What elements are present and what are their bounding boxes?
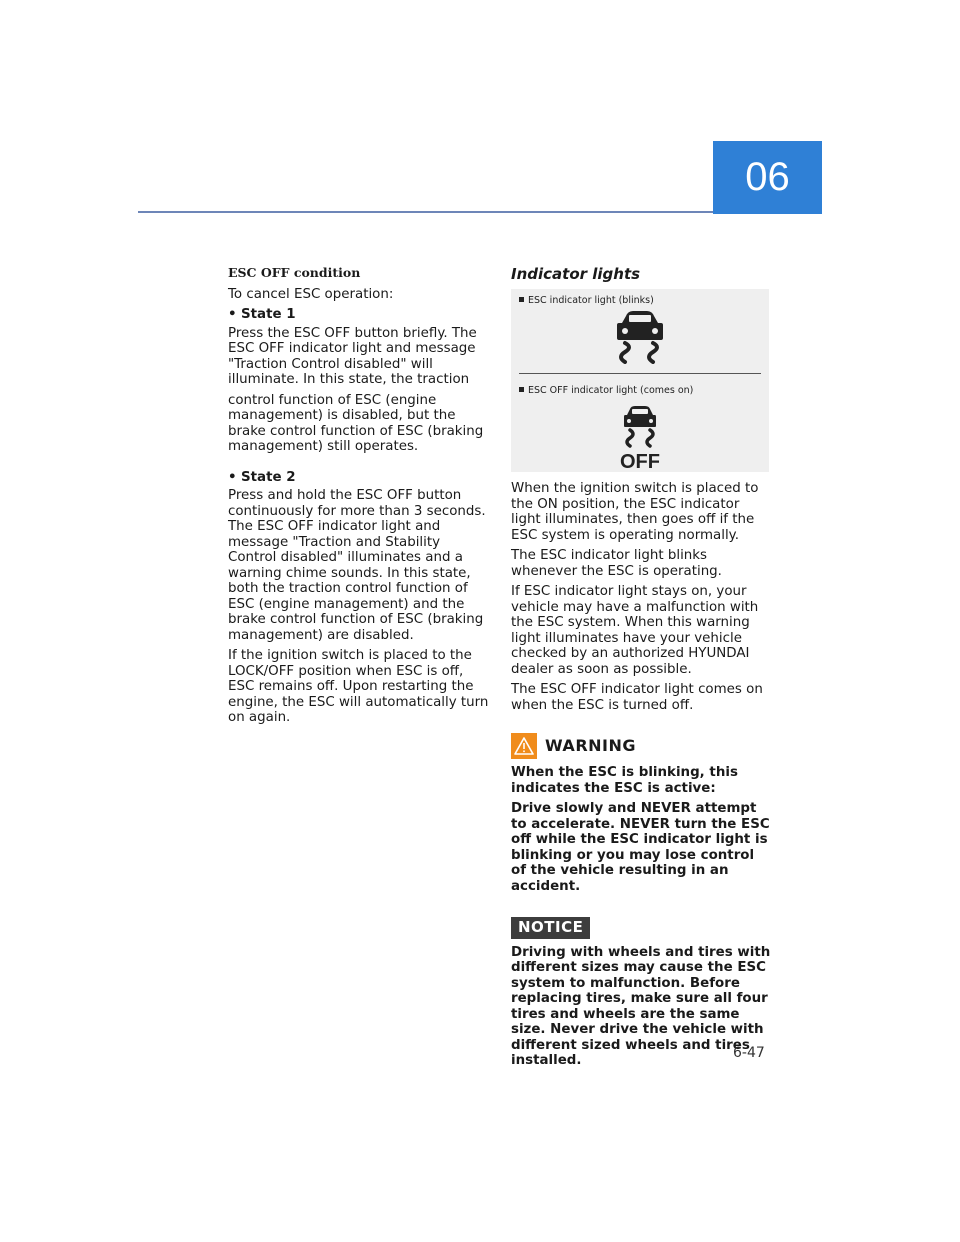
header-rule — [138, 211, 713, 213]
left-column — [228, 265, 490, 731]
indicator-paragraph-3: If ESC indicator light stays on, your vehicle may have a malfunction with the ESC system. When this warning light illuminates have your vehicle checked by an authorized HYUNDAI dealer as soon as possible. — [511, 584, 759, 677]
indicator-paragraph-4: The ESC OFF indicator light comes on when the ESC is turned off. — [511, 682, 763, 713]
notice-body — [511, 945, 771, 1069]
state1-paragraph-2: control function of ESC (engine management) is disabled, but the brake control function of ESC (braking management) still operates. — [228, 392, 484, 454]
warning-paragraph-2: Drive slowly and NEVER attempt to accelerate. NEVER turn the ESC off while the ESC indicator light is blinking or you may lose control of the vehicle resulting in an accident. — [511, 801, 770, 894]
warning-body — [511, 765, 771, 894]
esc-indicator-icon — [615, 310, 665, 364]
state2-paragraph-1: Press and hold the ESC OFF button continuously for more than 3 seconds. The ESC OFF indicator light and message "Traction and Stability Control disabled" illuminates and a warning chime sounds. In this state, both the traction control function of ESC (engine management) and the brake control function of ESC (braking management) are disabled. — [228, 488, 486, 643]
bullet-marker: • — [228, 307, 237, 322]
section-title: ESC OFF condition — [228, 265, 361, 280]
warning-paragraph-1: When the ESC is blinking, this indicates the ESC is active: — [511, 765, 738, 796]
caption-esc-off: ESC OFF indicator light (comes on) — [519, 383, 693, 399]
page-number: 6-47 — [733, 1045, 765, 1061]
notice-badge: NOTICE — [511, 917, 590, 939]
state2-paragraph-2: If the ignition switch is placed to the LOCK/OFF position when ESC is off, ESC remains off. Upon restarting the engine, the ESC will automatically turn on again. — [228, 648, 489, 725]
off-label: OFF — [620, 451, 660, 470]
intro-text: To cancel ESC operation: — [228, 286, 394, 302]
indicator-figure — [511, 289, 769, 472]
state2-title: State 2 — [241, 469, 296, 485]
figure-divider — [519, 373, 761, 374]
chapter-tab: 06 — [713, 141, 822, 214]
warning-title: WARNING — [545, 736, 636, 756]
notice-paragraph: Driving with wheels and tires with different sizes may cause the ESC system to malfunction. Before replacing tires, make sure all four tires and wheels are the same size. Never drive the vehicle with different sized wheels and tires installed. — [511, 944, 771, 1068]
warning-triangle-icon — [511, 733, 537, 759]
indicator-paragraph-1: When the ignition switch is placed to the ON position, the ESC indicator light illuminates, then goes off if the ESC system is operating normally. — [511, 481, 759, 543]
warning-heading — [511, 733, 771, 759]
state1-title: State 1 — [241, 307, 296, 322]
indicator-lights-title: Indicator lights — [511, 265, 641, 283]
esc-off-indicator-icon — [615, 404, 665, 470]
state1-heading — [228, 307, 490, 323]
bullet-marker: • — [228, 469, 237, 485]
caption-esc-blinks: ESC indicator light (blinks) — [519, 293, 654, 309]
state1-paragraph-1: Press the ESC OFF button briefly. The ESC OFF indicator light and message "Traction Control disabled" will illuminate. In this state, the traction — [228, 325, 477, 387]
indicator-paragraph-2: The ESC indicator light blinks whenever the ESC is operating. — [511, 548, 722, 579]
state2-heading — [228, 470, 490, 486]
right-column — [511, 265, 771, 1074]
